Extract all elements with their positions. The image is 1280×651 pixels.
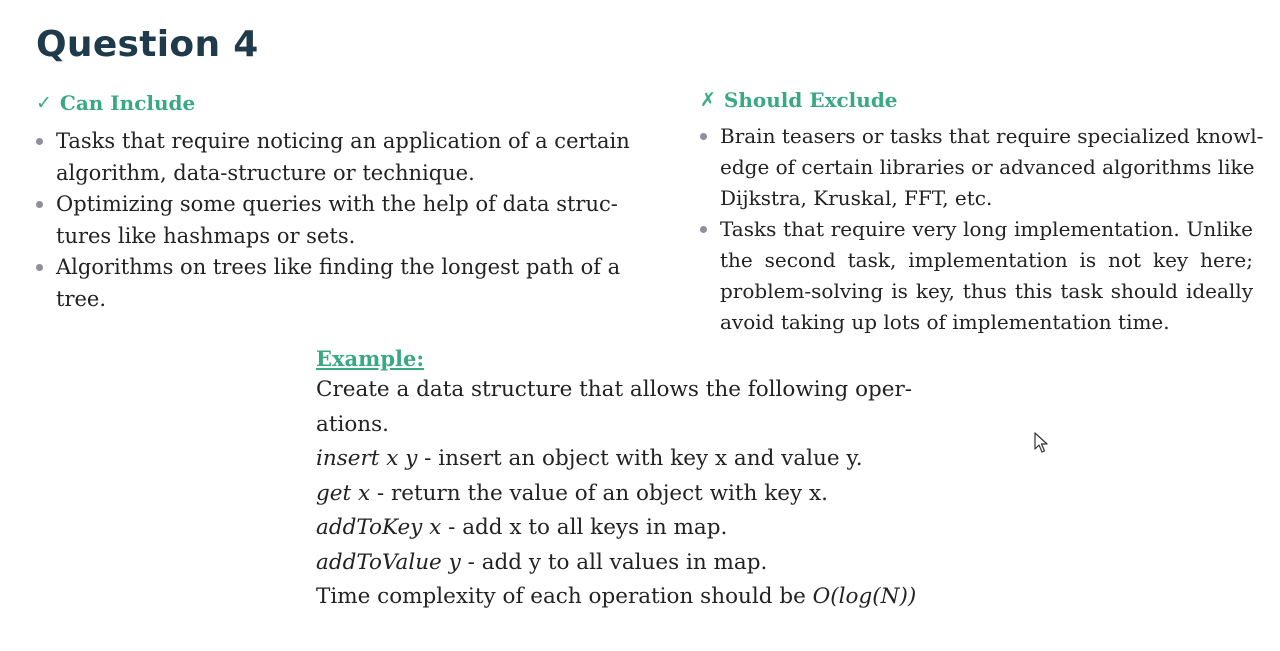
complexity-text: Time complexity of each operation should be [316, 584, 813, 609]
page-title: Question 4 [36, 24, 259, 65]
check-icon: ✓ [36, 92, 52, 114]
list-item-line: Brain teasers or tasks that require specialized knowl- [720, 124, 1264, 148]
op-name: addToKey x [316, 515, 442, 540]
complexity-line [316, 580, 956, 615]
list-item [36, 252, 656, 315]
list-item-line: Optimizing some queries with the help of data struc- [56, 192, 618, 216]
example-block [316, 346, 956, 615]
list-item-line: the second task, implementation is not key here; [720, 248, 1253, 272]
example-op [316, 546, 956, 581]
mouse-cursor-icon [1034, 432, 1048, 458]
op-desc: - insert an object with key x and value y. [417, 446, 863, 471]
list-item-line: Tasks that require very long implementation. Unlike [720, 217, 1253, 241]
list-item-line: Dijkstra, Kruskal, FFT, etc. [720, 186, 993, 210]
list-item [36, 126, 656, 189]
list-item-line: tures like hashmaps or sets. [56, 223, 356, 248]
op-name: get x [316, 480, 371, 506]
example-intro-line: ations. [316, 411, 389, 437]
list-item-line: algorithm, data-structure or technique. [56, 160, 475, 185]
exclude-heading-label: Should Exclude [723, 88, 898, 112]
bullet-icon [700, 226, 707, 233]
include-heading [36, 91, 195, 115]
list-item-line: problem-solving is key, thus this task should ideally [720, 279, 1253, 303]
list-item [700, 121, 1270, 214]
list-item-line: avoid taking up lots of implementation time. [720, 310, 1170, 334]
list-item [36, 189, 656, 252]
list-item-line: tree. [56, 286, 107, 311]
cross-icon: ✗ [700, 89, 716, 111]
list-item-line: Tasks that require noticing an application of a certain [56, 129, 630, 153]
bullet-icon [36, 201, 43, 208]
op-desc: - return the value of an object with key x. [370, 480, 828, 506]
op-desc: - add x to all keys in map. [441, 515, 728, 540]
bullet-icon [36, 264, 43, 271]
include-list [36, 126, 656, 315]
op-name: insert x y [316, 446, 418, 471]
complexity-math: O(log(N)) [812, 584, 917, 609]
example-label: Example: [316, 346, 425, 371]
include-heading-label: Can Include [59, 91, 196, 115]
list-item-line: edge of certain libraries or advanced algorithms like [720, 155, 1255, 179]
op-name: addToValue y [316, 549, 461, 575]
bullet-icon [36, 138, 43, 145]
bullet-icon [700, 133, 707, 140]
list-item [700, 214, 1270, 338]
op-desc: - add y to all values in map. [460, 549, 768, 575]
example-intro-line: Create a data structure that allows the following oper- [316, 377, 913, 402]
example-op [316, 477, 956, 512]
example-op [316, 442, 956, 477]
list-item-line: Algorithms on trees like finding the longest path of a [56, 255, 621, 279]
example-op [316, 511, 956, 546]
exclude-list [700, 121, 1270, 338]
exclude-heading [700, 88, 898, 112]
